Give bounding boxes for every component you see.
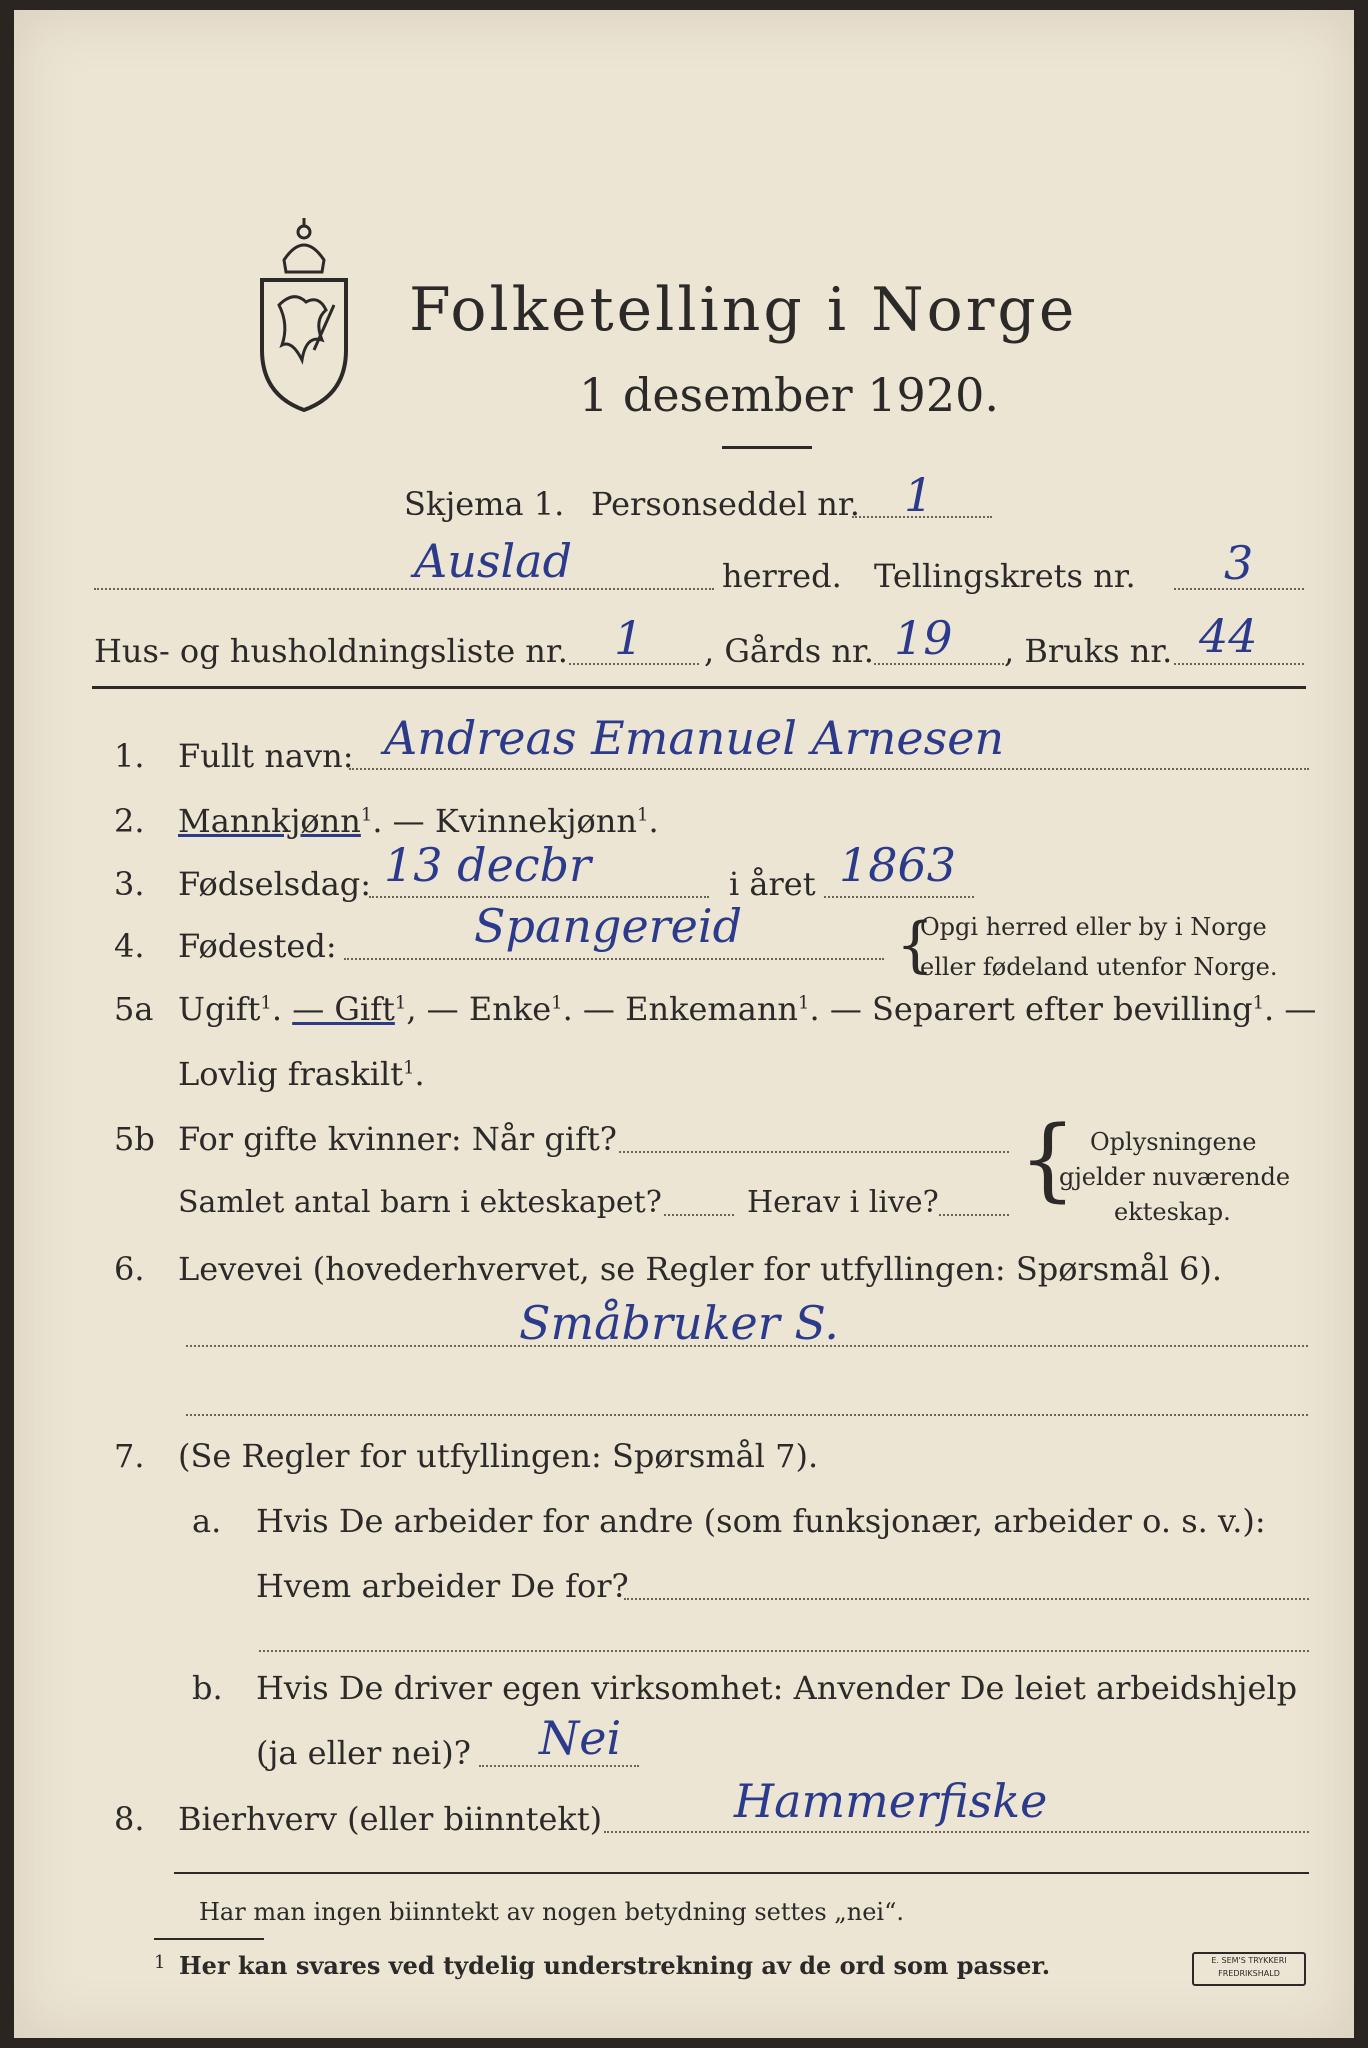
q5b-line1-dots <box>619 1151 1009 1153</box>
footer-note: Har man ingen biinntekt av nogen betydning settes „nei“. <box>199 1898 904 1926</box>
q2-female: — Kvinnekjønn <box>392 802 637 840</box>
q7a-letter: a. <box>192 1502 222 1540</box>
q5b-note-1: Oplysningene <box>1090 1128 1257 1156</box>
herred-line <box>94 588 714 590</box>
gards-value: 19 <box>894 611 953 665</box>
q4-value: Spangereid <box>474 899 743 953</box>
q1-value: Andreas Emanuel Arnesen <box>384 711 1005 765</box>
herred-label: herred. <box>722 557 842 595</box>
q7a-line1: Hvis De arbeider for andre (som funksjonær, arbeider o. s. v.): <box>256 1502 1266 1540</box>
q8-label: Bierhverv (eller biinntekt) <box>178 1800 603 1838</box>
q5b-line2b-dots <box>939 1214 1009 1216</box>
q5b-brace: { <box>1019 1107 1077 1212</box>
q6-value: Småbruker S. <box>519 1296 839 1350</box>
hus-label: Hus- og husholdningsliste nr. <box>94 632 568 670</box>
herred-value: Auslad <box>414 534 573 588</box>
q5b-note-3: ekteskap. <box>1114 1198 1231 1226</box>
bruks-line <box>1174 663 1304 665</box>
q5a-line2: Lovlig fraskilt$^1$. <box>178 1055 425 1093</box>
q6-line-2 <box>186 1414 1308 1416</box>
q4-note-1: Opgi herred eller by i Norge <box>920 913 1267 941</box>
q7a-line2-dots <box>624 1598 1309 1600</box>
form-title: Folketelling i Norge <box>409 275 1078 345</box>
q7b-letter: b. <box>192 1669 223 1707</box>
q6-number: 6. <box>114 1250 145 1288</box>
q2-options: Mannkjønn$^1$. — Kvinnekjønn$^1$. <box>178 802 659 840</box>
q7b-line2: (ja eller nei)? <box>256 1734 471 1772</box>
q2-number: 2. <box>114 802 145 840</box>
q2-male: Mannkjønn <box>178 802 361 840</box>
footnote-number: 1 <box>154 1952 166 1973</box>
bruks-label: , Bruks nr. <box>1004 632 1173 670</box>
q5b-line2a: Samlet antal barn i ekteskapet? <box>178 1185 662 1220</box>
q5b-line2a-dots <box>664 1214 734 1216</box>
q7b-value: Nei <box>539 1711 622 1765</box>
q4-number: 4. <box>114 927 145 965</box>
q5b-line1: For gifte kvinner: Når gift? <box>178 1120 617 1158</box>
tellingskrets-label: Tellingskrets nr. <box>874 557 1136 595</box>
tellingskrets-value: 3 <box>1224 536 1254 590</box>
q4-label: Fødested: <box>178 927 337 965</box>
q3-label: Fødselsdag: <box>178 865 372 903</box>
q1-number: 1. <box>114 737 145 775</box>
q4-note-2: eller fødeland utenfor Norge. <box>920 953 1278 981</box>
q1-line <box>349 768 1309 770</box>
q6-label: Levevei (hovederhvervet, se Regler for utfyllingen: Spørsmål 6). <box>178 1250 1223 1288</box>
q3-year-line <box>824 896 974 898</box>
q7-label: (Se Regler for utfyllingen: Spørsmål 7). <box>178 1437 819 1475</box>
q3-year-value: 1863 <box>839 838 957 892</box>
q7a-line3-dots <box>259 1650 1309 1652</box>
q5a-number: 5a <box>114 990 154 1028</box>
q7b-line2-dots <box>479 1765 639 1767</box>
q8-number: 8. <box>114 1800 145 1838</box>
q7a-line2: Hvem arbeider De for? <box>256 1567 629 1605</box>
footnote-rule <box>154 1938 264 1940</box>
norwegian-coat-of-arms-icon <box>244 210 364 420</box>
q3-number: 3. <box>114 865 145 903</box>
q1-label: Fullt navn: <box>178 737 354 775</box>
q3-year-label: i året <box>729 865 816 903</box>
form-date: 1 desember 1920. <box>579 368 999 422</box>
personseddel-value: 1 <box>904 468 934 522</box>
q5b-note-2: gjelder nuværende <box>1059 1163 1291 1191</box>
bruks-value: 44 <box>1199 609 1258 663</box>
q3-value: 13 decbr <box>384 838 592 892</box>
q7-number: 7. <box>114 1437 145 1475</box>
q4-line <box>344 958 884 960</box>
q5a-gift: — Gift <box>292 990 395 1028</box>
hus-value: 1 <box>614 611 644 665</box>
personseddel-label: Personseddel nr. <box>591 485 860 523</box>
q8-line <box>604 1831 1309 1833</box>
q8-value: Hammerfiske <box>734 1774 1048 1828</box>
q6-line-1 <box>186 1345 1308 1347</box>
footer-rule <box>174 1872 1309 1874</box>
printer-mark: E. SEM'S TRYKKERI FREDRIKSHALD <box>1192 1952 1306 1986</box>
header-rule <box>92 686 1306 689</box>
gards-label: , Gårds nr. <box>704 632 874 670</box>
q4-brace: { <box>896 910 935 980</box>
skjema-label: Skjema 1. <box>404 485 565 523</box>
q5b-number: 5b <box>114 1120 155 1158</box>
title-divider <box>722 446 812 449</box>
q3-line <box>369 896 709 898</box>
q5b-line2b: Herav i live? <box>747 1185 939 1220</box>
census-form-page <box>14 10 1354 2038</box>
footnote-text: Her kan svares ved tydelig understrekning av de ord som passer. <box>179 1951 1051 1980</box>
q5a-options: Ugift$^1$. — Gift$^1$, — Enke$^1$. — Enkemann$^1$. — Separert efter bevilling$^1$. — <box>178 990 1317 1028</box>
q7b-line1: Hvis De driver egen virksomhet: Anvender De leiet arbeidshjelp <box>256 1669 1298 1707</box>
